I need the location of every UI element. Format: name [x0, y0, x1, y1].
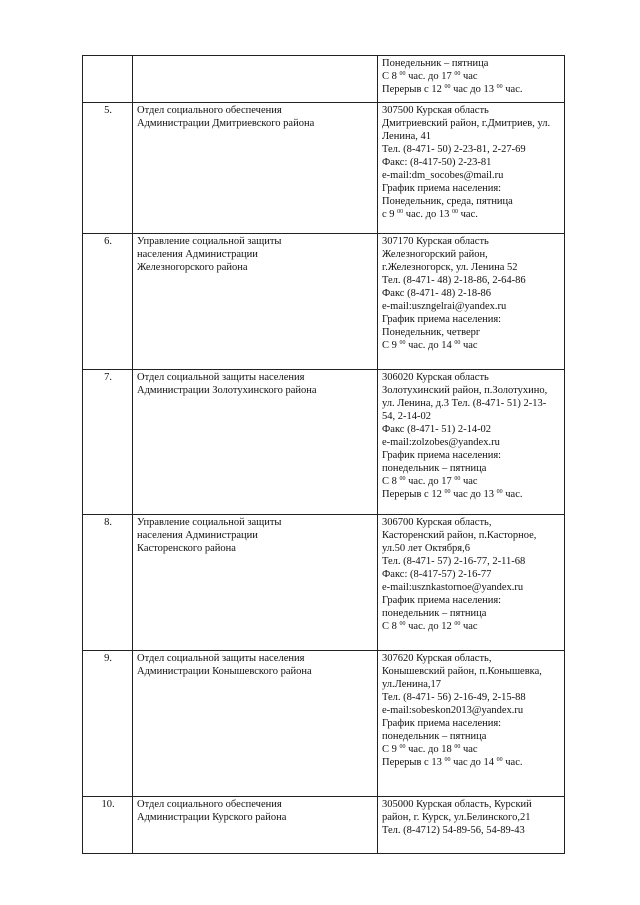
time-minutes-superscript: 00: [444, 84, 451, 90]
contact-text: Факс: (8-417-57) 2-16-77: [382, 569, 492, 580]
contact-line: [382, 665, 561, 678]
time-minutes-superscript: 00: [454, 71, 461, 77]
contact-text: понедельник – пятница: [382, 463, 487, 474]
contact-text: Тел. (8-4712) 54-89-56, 54-89-43: [382, 825, 525, 836]
contact-text: Тел. (8-471- 57) 2-16-77, 2-11-68: [382, 556, 526, 567]
contact-text: Факс (8-471- 51) 2-14-02: [382, 424, 492, 435]
table-row: [83, 515, 565, 651]
contact-text: с 9: [382, 209, 398, 220]
contact-line: [382, 581, 561, 594]
contact-line: [382, 261, 561, 274]
contact-details: [378, 56, 565, 103]
department-name: [133, 103, 378, 234]
time-minutes-superscript: 00: [399, 340, 406, 346]
table-row: [83, 103, 565, 234]
time-minutes-superscript: 00: [399, 744, 406, 750]
time-minutes-superscript: 00: [496, 84, 503, 90]
contact-text: час: [460, 476, 478, 487]
contact-text: Касторенский район, п.Касторное,: [382, 530, 537, 541]
contact-text: г.Железногорск, ул. Ленина 52: [382, 262, 518, 273]
contact-text: Тел. (8-471- 48) 2-18-86, 2-64-86: [382, 275, 526, 286]
contact-text: 54, 2-14-02: [382, 411, 431, 422]
time-minutes-superscript: 00: [397, 209, 404, 215]
department-name-line: Отдел социального обеспечения: [137, 799, 282, 810]
contact-line: [382, 529, 561, 542]
contact-line: [382, 449, 561, 462]
department-name: [133, 515, 378, 651]
department-name-line: населения Администрации: [137, 249, 258, 260]
table-row: [83, 370, 565, 515]
department-name-line: Управление социальной защиты: [137, 236, 282, 247]
contact-text: С 8: [382, 476, 400, 487]
contact-details: [378, 234, 565, 370]
contact-text: Тел. (8-471- 56) 2-16-49, 2-15-88: [382, 692, 526, 703]
department-name-line: Отдел социальной защиты населения: [137, 653, 305, 664]
department-name-line: Администрации Конышевского района: [137, 666, 312, 677]
contact-line: [382, 397, 561, 410]
contact-line: [382, 798, 561, 811]
department-name-line: Касторенского района: [137, 543, 236, 554]
contact-line: [382, 717, 561, 730]
contact-text: час.: [502, 757, 523, 768]
row-number: 7.: [83, 370, 133, 515]
contact-line: [382, 743, 561, 756]
contact-line: [382, 620, 561, 633]
contact-text: Перерыв с 13: [382, 757, 445, 768]
contact-line: [382, 436, 561, 449]
time-minutes-superscript: 00: [452, 209, 458, 215]
contact-line: [382, 475, 561, 488]
contact-line: [382, 156, 561, 169]
time-minutes-superscript: 00: [399, 621, 406, 627]
contact-text: График приема населения:: [382, 595, 502, 606]
contact-details: [378, 651, 565, 797]
contact-line: [382, 607, 561, 620]
department-name-line: Администрации Золотухинского района: [137, 385, 317, 396]
contact-line: [382, 313, 561, 326]
contact-line: [382, 182, 561, 195]
contact-text: e-mail:dm_socobes@mail.ru: [382, 170, 504, 181]
contact-text: Факс (8-471- 48) 2-18-86: [382, 288, 492, 299]
contact-text: час: [460, 744, 478, 755]
contact-text: 307620 Курская область,: [382, 653, 492, 664]
contact-text: час: [460, 71, 478, 82]
contact-text: понедельник – пятница: [382, 731, 487, 742]
contact-line: [382, 462, 561, 475]
contact-text: e-mail:zolzobes@yandex.ru: [382, 437, 500, 448]
department-name-line: Управление социальной защиты: [137, 517, 282, 528]
contact-text: ул.Ленина,17: [382, 679, 442, 690]
contact-text: e-mail:usznkastornoe@yandex.ru: [382, 582, 524, 593]
contact-line: [382, 371, 561, 384]
contact-line: [382, 57, 561, 70]
department-name: [133, 234, 378, 370]
contact-line: [382, 824, 561, 837]
contact-line: [382, 678, 561, 691]
contact-text: час до 14: [450, 757, 497, 768]
contact-text: Понедельник – пятница: [382, 58, 489, 69]
table-row: [83, 651, 565, 797]
contact-line: [382, 704, 561, 717]
contact-line: [382, 169, 561, 182]
contact-line: [382, 652, 561, 665]
contact-details: [378, 515, 565, 651]
contact-text: Понедельник, среда, пятница: [382, 196, 513, 207]
department-name-line: Администрации Дмитриевского района: [137, 118, 315, 129]
contact-line: [382, 542, 561, 555]
contact-line: [382, 326, 561, 339]
contact-line: [382, 691, 561, 704]
department-name: [133, 370, 378, 515]
contact-text: e-mail:uszngelrai@yandex.ru: [382, 301, 507, 312]
contact-text: ул.50 лет Октября,6: [382, 543, 471, 554]
contact-text: Ленина, 41: [382, 131, 431, 142]
time-minutes-superscript: 00: [454, 621, 461, 627]
row-number: 6.: [83, 234, 133, 370]
contact-text: час до 13: [450, 84, 497, 95]
contact-line: [382, 143, 561, 156]
time-minutes-superscript: 00: [454, 340, 461, 346]
contact-text: График приема населения:: [382, 718, 502, 729]
contact-text: 307500 Курская область: [382, 105, 489, 116]
contact-text: 305000 Курская область, Курский: [382, 799, 532, 810]
contact-text: График приема населения:: [382, 183, 502, 194]
contact-line: [382, 235, 561, 248]
contact-text: 306700 Курская область,: [382, 517, 492, 528]
contact-text: С 8: [382, 71, 400, 82]
department-name-line: Отдел социальной защиты населения: [137, 372, 305, 383]
contact-text: час. до 17: [405, 476, 455, 487]
contact-line: [382, 274, 561, 287]
contact-line: [382, 410, 561, 423]
contact-line: [382, 488, 561, 501]
social-services-table: [82, 55, 565, 854]
time-minutes-superscript: 00: [444, 489, 451, 495]
contact-text: час. до 12: [405, 621, 455, 632]
department-name: [133, 797, 378, 854]
time-minutes-superscript: 00: [399, 71, 406, 77]
contact-line: [382, 555, 561, 568]
row-number: 5.: [83, 103, 133, 234]
contact-line: [382, 811, 561, 824]
contact-line: [382, 384, 561, 397]
table-row: [83, 56, 565, 103]
contact-text: Конышевский район, п.Конышевка,: [382, 666, 542, 677]
contact-text: час.: [502, 489, 523, 500]
contact-text: Перерыв с 12: [382, 489, 445, 500]
contact-line: [382, 83, 561, 96]
contact-line: [382, 423, 561, 436]
time-minutes-superscript: 00: [454, 476, 461, 482]
contact-text: С 9: [382, 744, 400, 755]
table-row: [83, 797, 565, 854]
contact-text: График приема населения:: [382, 314, 502, 325]
contact-text: С 8: [382, 621, 400, 632]
time-minutes-superscript: 00: [496, 489, 503, 495]
contact-text: С 9: [382, 340, 400, 351]
department-name: [133, 56, 378, 103]
contact-line: [382, 70, 561, 83]
contact-text: Перерыв с 12: [382, 84, 445, 95]
contact-details: [378, 370, 565, 515]
contact-line: [382, 287, 561, 300]
department-name: [133, 651, 378, 797]
contact-text: час.: [458, 209, 478, 220]
contact-text: час: [460, 621, 478, 632]
contact-text: район, г. Курск, ул.Белинского,21: [382, 812, 531, 823]
contact-text: 307170 Курская область: [382, 236, 489, 247]
contact-text: час: [460, 340, 478, 351]
contact-text: понедельник – пятница: [382, 608, 487, 619]
contact-line: [382, 756, 561, 769]
contact-text: Понедельник, четверг: [382, 327, 481, 338]
contact-text: час до 13: [450, 489, 497, 500]
contact-line: [382, 568, 561, 581]
row-number: 9.: [83, 651, 133, 797]
department-name-line: Администрации Курского района: [137, 812, 287, 823]
contact-text: Золотухинский район, п.Золотухино,: [382, 385, 548, 396]
contact-line: [382, 516, 561, 529]
contact-text: час. до 18: [405, 744, 455, 755]
contact-details: [378, 797, 565, 854]
contact-text: Железногорский район,: [382, 249, 488, 260]
contact-text: Тел. (8-471- 50) 2-23-81, 2-27-69: [382, 144, 526, 155]
department-name-line: Железногорского района: [137, 262, 248, 273]
table-row: [83, 234, 565, 370]
contact-line: [382, 117, 561, 130]
contact-line: [382, 248, 561, 261]
contact-text: час.: [502, 84, 523, 95]
department-name-line: Отдел социального обеспечения: [137, 105, 282, 116]
table-body: [83, 56, 565, 854]
contact-text: e-mail:sobeskon2013@yandex.ru: [382, 705, 524, 716]
contact-line: [382, 195, 561, 208]
contact-text: час. до 17: [405, 71, 455, 82]
contact-text: Факс: (8-417-50) 2-23-81: [382, 157, 492, 168]
contact-line: [382, 208, 561, 221]
contact-line: [382, 594, 561, 607]
contact-text: 306020 Курская область: [382, 372, 489, 383]
contact-text: Дмитриевский район, г.Дмитриев, ул.: [382, 118, 551, 129]
time-minutes-superscript: 00: [454, 744, 461, 750]
row-number: [83, 56, 133, 103]
time-minutes-superscript: 00: [399, 476, 406, 482]
contact-text: час. до 14: [405, 340, 455, 351]
contact-text: ул. Ленина, д.3 Тел. (8-471- 51) 2-13-: [382, 398, 547, 409]
time-minutes-superscript: 00: [444, 757, 451, 763]
contact-details: [378, 103, 565, 234]
department-name-line: населения Администрации: [137, 530, 258, 541]
contact-line: [382, 300, 561, 313]
contact-text: График приема населения:: [382, 450, 502, 461]
row-number: 8.: [83, 515, 133, 651]
contact-line: [382, 104, 561, 117]
row-number: 10.: [83, 797, 133, 854]
contact-line: [382, 130, 561, 143]
contact-line: [382, 339, 561, 352]
time-minutes-superscript: 00: [496, 757, 503, 763]
contact-text: час. до 13: [403, 209, 452, 220]
contact-line: [382, 730, 561, 743]
